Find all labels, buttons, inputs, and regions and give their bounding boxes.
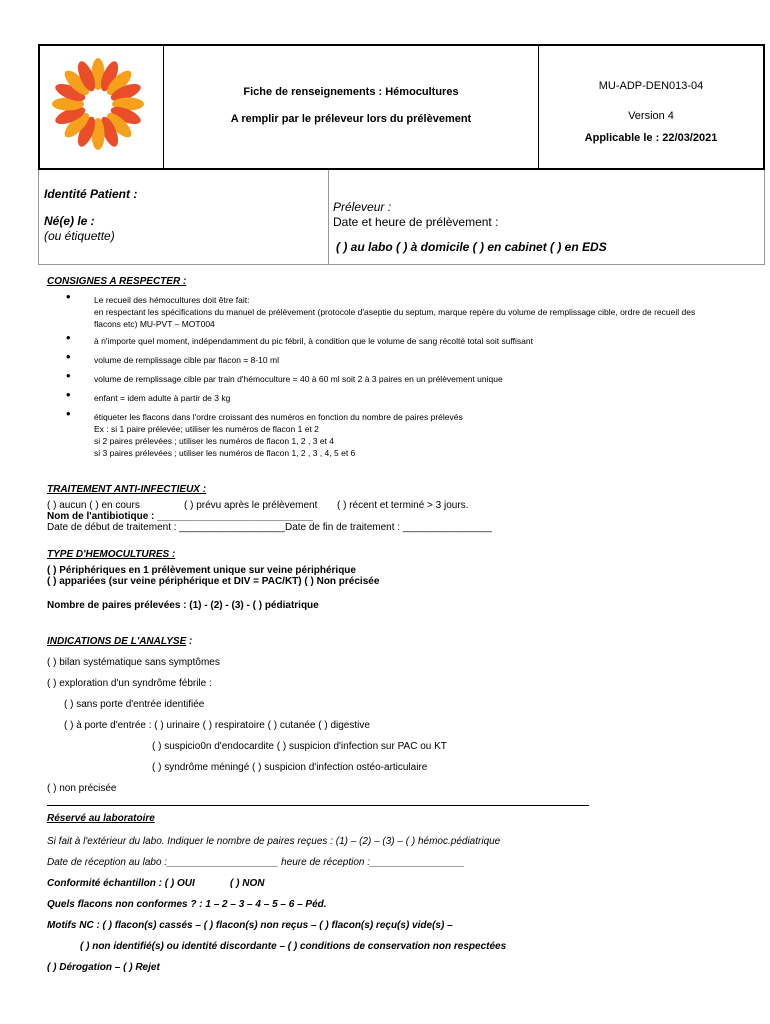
- conformity-no[interactable]: ( ) NON: [230, 878, 265, 889]
- indications-heading: INDICATIONS DE L'ANALYSE :: [47, 636, 193, 647]
- header-table: [38, 44, 765, 170]
- conformity-yes[interactable]: Conformité échantillon : ( ) OUI: [47, 878, 195, 889]
- logo-cell: [40, 46, 164, 168]
- indication-option[interactable]: ( ) à porte d'entrée : ( ) urinaire ( ) respiratoire ( ) cutanée ( ) digestive: [64, 720, 370, 731]
- logo-icon: [48, 54, 148, 154]
- traitement-option-prevu[interactable]: ( ) prévu après le prélèvement: [184, 500, 318, 511]
- indication-option[interactable]: ( ) syndrôme méningé ( ) suspicion d'infection ostéo-articulaire: [152, 762, 428, 773]
- form-subtitle: A remplir par le préleveur lors du prélèvement: [230, 113, 472, 125]
- indication-option[interactable]: ( ) sans porte d'entrée identifiée: [64, 699, 205, 710]
- identity-divider: [328, 170, 329, 264]
- birth-date-label: Né(e) le :: [44, 214, 95, 228]
- list-item: • enfant = idem adulte à partir de 3 kg: [64, 392, 724, 404]
- consignes-list: [64, 294, 724, 459]
- sampler-label: Préleveur :: [333, 200, 392, 214]
- traitement-option-aucun[interactable]: ( ) aucun ( ) en cours: [47, 500, 140, 511]
- identity-box: [38, 170, 765, 265]
- list-item: • Le recueil des hémocultures doit être fait: en respectant les spécifications du manuel de prélèvement (protocole d'aseptie du septum, marque repère du volume de remplissage cible, ordre de recueil des flacons etc) MU-PVT – MOT004: [64, 294, 724, 330]
- patient-identity-label: Identité Patient :: [44, 187, 138, 201]
- treatment-dates-field[interactable]: Date de début de traitement : ___________________Date de fin de traitement : ________________: [47, 522, 492, 533]
- traitement-option-recent[interactable]: ( ) récent et terminé > 3 jours.: [337, 500, 469, 511]
- indication-option[interactable]: ( ) exploration d'un syndrôme fébrile :: [47, 678, 212, 689]
- labo-pairs-received[interactable]: Si fait à l'extérieur du labo. Indiquer le nombre de paires reçues : (1) – (2) – (3) – ( ) hémoc.pédiatrique: [47, 836, 501, 847]
- list-item: • à n'importe quel moment, indépendamment du pic fébril, à condition que le volume de sang récolté total soit suffisant: [64, 335, 724, 347]
- type-option-peripheral[interactable]: ( ) Périphériques en 1 prélèvement unique sur veine périphérique: [47, 565, 356, 576]
- sampling-datetime-label: Date et heure de prélèvement :: [333, 215, 499, 229]
- title-cell: [164, 46, 539, 168]
- nc-reasons[interactable]: Motifs NC : ( ) flacon(s) cassés – ( ) flacon(s) non reçus – ( ) flacon(s) reçu(s) vide(s) –: [47, 920, 453, 931]
- pairs-count-options[interactable]: Nombre de paires prélevées : (1) - (2) - (3) - ( ) pédiatrique: [47, 600, 319, 611]
- meta-cell: [539, 46, 763, 168]
- derogation-reject[interactable]: ( ) Dérogation – ( ) Rejet: [47, 962, 160, 973]
- consignes-heading: CONSIGNES A RESPECTER :: [47, 276, 187, 287]
- form-title: Fiche de renseignements : Hémocultures: [243, 86, 459, 98]
- list-item: • volume de remplissage cible par train d'hémoculture = 40 à 60 ml soit 2 à 3 paires en un prélèvement unique: [64, 373, 724, 385]
- type-option-paired[interactable]: ( ) appariées (sur veine périphérique et DIV = PAC/KT) ( ) Non précisée: [47, 576, 380, 587]
- nc-reasons-cont[interactable]: ( ) non identifié(s) ou identité discordante – ( ) conditions de conservation non respectées: [80, 941, 507, 952]
- nonconforming-flasks[interactable]: Quels flacons non conformes ? : 1 – 2 – 3 – 4 – 5 – 6 – Péd.: [47, 899, 327, 910]
- labo-heading: Réservé au laboratoire: [47, 813, 155, 824]
- list-item: • volume de remplissage cible par flacon = 8-10 ml: [64, 354, 724, 366]
- section-divider: [47, 805, 589, 806]
- doc-version: Version 4: [628, 110, 674, 122]
- doc-code: MU-ADP-DEN013-04: [598, 80, 704, 92]
- list-item: • étiqueter les flacons dans l'ordre croissant des numéros en fonction du nombre de paires prélevés Ex : si 1 paire prélevée; utiliser les numéros de flacon 1 et 2 si 2 paires prélevées ; utiliser les numéros de flacon 1, 2 , 3 et 4 si 3 paires prélevées ; utiliser les numéros de flacon 1, 2 , 3 , 4, 5 et 6: [64, 411, 724, 459]
- sampling-place-options[interactable]: ( ) au labo ( ) à domicile ( ) en cabinet ( ) en EDS: [336, 240, 607, 254]
- traitement-heading: TRAITEMENT ANTI-INFECTIEUX :: [47, 484, 207, 495]
- indication-option[interactable]: ( ) non précisée: [47, 783, 117, 794]
- type-heading: TYPE D'HEMOCULTURES :: [47, 549, 176, 560]
- indication-option[interactable]: ( ) suspicio0n d'endocardite ( ) suspicion d'infection sur PAC ou KT: [152, 741, 447, 752]
- antibiotic-name-field[interactable]: Nom de l'antibiotique : ____________________________: [47, 511, 313, 522]
- indication-option[interactable]: ( ) bilan systématique sans symptômes: [47, 657, 220, 668]
- applicable-date: Applicable le : 22/03/2021: [584, 132, 718, 144]
- label-hint: (ou étiquette): [44, 229, 115, 243]
- labo-reception-fields[interactable]: Date de réception au labo :____________________ heure de réception :_________________: [47, 857, 465, 868]
